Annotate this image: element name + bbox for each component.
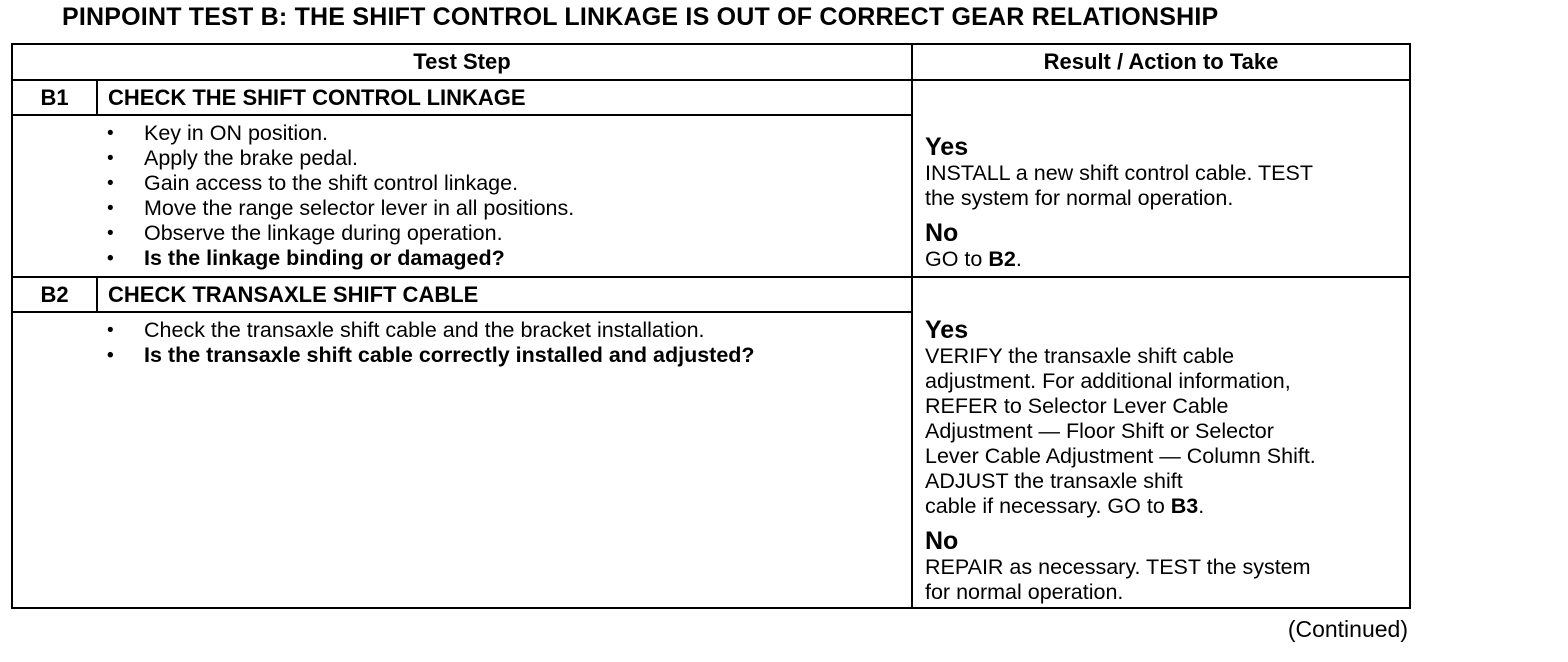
list-item-question: • Is the transaxle shift cable correctly installed and adjusted? (107, 343, 755, 367)
bullet-icon: • (107, 148, 114, 169)
bullet-icon: • (107, 173, 114, 194)
b2-title-divider (13, 311, 911, 313)
yes-action-line: REFER to Selector Lever Cable (925, 394, 1229, 418)
yes-action-line: Lever Cable Adjustment — Column Shift. (925, 444, 1316, 468)
bullet-icon: • (107, 123, 114, 144)
yes-action-line: the system for normal operation. (925, 186, 1234, 210)
no-action-line: REPAIR as necessary. TEST the system (925, 555, 1311, 579)
header-result-action: Result / Action to Take (1043, 49, 1279, 74)
list-item: • Check the transaxle shift cable and the bracket installation. (107, 318, 705, 342)
list-item: • Observe the linkage during operation. (107, 221, 503, 245)
pinpoint-test-table (11, 43, 1411, 609)
yes-action-line: cable if necessary. GO to B3. (925, 494, 1205, 518)
step-b2-instructions (97, 318, 909, 368)
list-item-question: • Is the linkage binding or damaged? (107, 246, 505, 270)
header-test-step: Test Step (413, 49, 511, 74)
list-item: • Gain access to the shift control linkage. (107, 171, 519, 195)
yes-label: Yes (925, 133, 969, 161)
yes-action-line: adjustment. For additional information, (925, 369, 1291, 393)
no-label: No (925, 219, 959, 247)
list-item: • Move the range selector lever in all positions. (107, 196, 575, 220)
step-b1-result (925, 133, 1405, 272)
step-b1-instructions (97, 121, 909, 271)
step-title-b1: CHECK THE SHIFT CONTROL LINKAGE (108, 85, 526, 110)
list-item: • Apply the brake pedal. (107, 146, 358, 170)
yes-action-line: Adjustment — Floor Shift or Selector (925, 419, 1274, 443)
step-title-b2: CHECK TRANSAXLE SHIFT CABLE (108, 282, 479, 307)
column-divider (911, 45, 913, 607)
yes-action-line: INSTALL a new shift control cable. TEST (925, 161, 1313, 185)
continued-note: (Continued) (1287, 616, 1408, 642)
bullet-icon: • (107, 248, 114, 269)
page-title: PINPOINT TEST B: THE SHIFT CONTROL LINKAGE IS OUT OF CORRECT GEAR RELATIONSHIP (62, 3, 1219, 31)
bullet-icon: • (107, 198, 114, 219)
step-reference: B2 (988, 247, 1016, 271)
no-action-line: GO to B2. (925, 247, 1022, 271)
step-id-b2: B2 (40, 282, 69, 307)
b1-title-divider (13, 114, 911, 116)
step-id-b1: B1 (40, 85, 69, 110)
bullet-icon: • (107, 320, 114, 341)
yes-action-line: ADJUST the transaxle shift (925, 469, 1183, 493)
step-reference: B3 (1170, 494, 1199, 518)
bullet-icon: • (107, 223, 114, 244)
no-action-line: for normal operation. (925, 580, 1124, 604)
yes-action-line: VERIFY the transaxle shift cable (925, 344, 1235, 368)
bullet-icon: • (107, 345, 114, 366)
step-b2-result (925, 316, 1405, 605)
yes-label: Yes (925, 316, 969, 344)
list-item: • Key in ON position. (107, 121, 329, 145)
no-label: No (925, 527, 959, 555)
